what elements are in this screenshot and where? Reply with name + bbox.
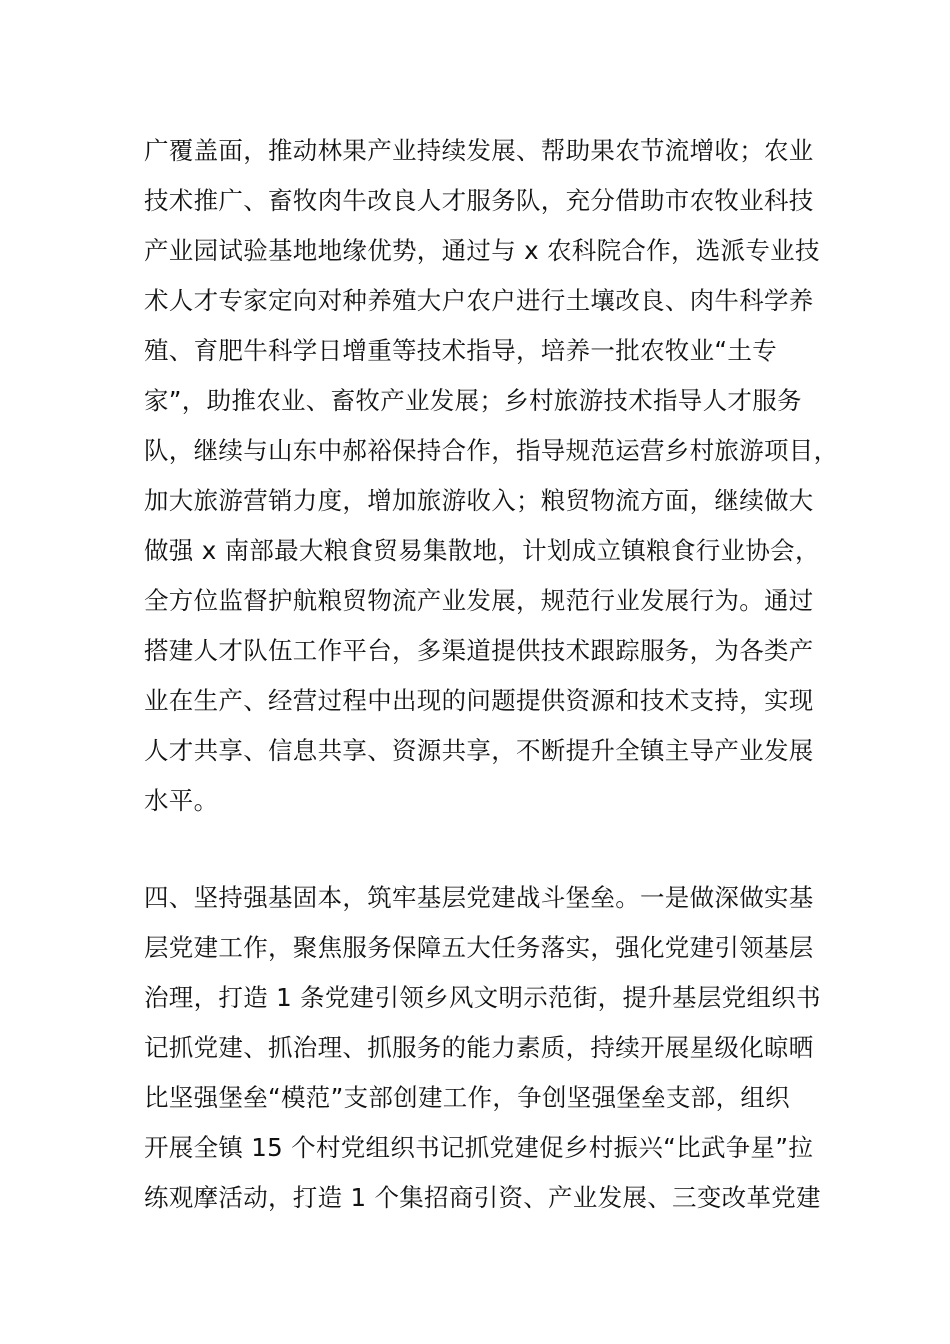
- text-line: 搭建人才队伍工作平台，多渠道提供技术跟踪服务，为各类产: [144, 636, 814, 665]
- text-line: 练观摩活动，打造 1 个集招商引资、产业发展、三变改革党建: [144, 1183, 821, 1212]
- text-line: 层党建工作，聚焦服务保障五大任务落实，强化党建引领基层: [144, 933, 814, 962]
- text-line: 产业园试验基地地缘优势，通过与 x 农科院合作，选派专业技: [144, 236, 820, 265]
- text-line: 家”，助推农业、畜牧产业发展；乡村旅游技术指导人才服务: [144, 386, 802, 415]
- text-line: 术人才专家定向对种养殖大户农户进行土壤改良、肉牛科学养: [144, 286, 814, 315]
- text-line: 记抓党建、抓治理、抓服务的能力素质，持续开展星级化晾晒: [144, 1033, 814, 1062]
- text-line: 全方位监督护航粮贸物流产业发展，规范行业发展行为。通过: [144, 586, 814, 615]
- text-line: 队，继续与山东中郝裕保持合作，指导规范运营乡村旅游项目，: [144, 436, 839, 465]
- text-line: 业在生产、经营过程中出现的问题提供资源和技术支持，实现: [144, 686, 814, 715]
- text-line: 殖、育肥牛科学日增重等技术指导，培养一批农牧业“土专: [144, 336, 777, 365]
- text-line: 人才共享、信息共享、资源共享，不断提升全镇主导产业发展: [144, 736, 814, 765]
- paragraph-party-building: [144, 873, 824, 1223]
- text-line: 技术推广、畜牧肉牛改良人才服务队，充分借助市农牧业科技: [144, 186, 814, 215]
- text-line: 开展全镇 15 个村党组织书记抓党建促乡村振兴“比武争星”拉: [144, 1133, 814, 1162]
- text-line: 加大旅游营销力度，增加旅游收入；粮贸物流方面，继续做大: [144, 486, 814, 515]
- paragraph-industry-talent: [144, 126, 839, 826]
- text-line: 做强 x 南部最大粮食贸易集散地，计划成立镇粮食行业协会，: [144, 536, 820, 565]
- text-line: 水平。: [144, 786, 219, 815]
- text-line: 广覆盖面，推动林果产业持续发展、帮助果农节流增收；农业: [144, 136, 814, 165]
- section-heading-line: 四、坚持强基固本，筑牢基层党建战斗堡垒。一是做深做实基: [144, 883, 814, 912]
- text-line: 治理，打造 1 条党建引领乡风文明示范街，提升基层党组织书: [144, 983, 821, 1012]
- text-line: 比坚强堡垒“模范”支部创建工作，争创坚强堡垒支部，组织: [144, 1083, 790, 1112]
